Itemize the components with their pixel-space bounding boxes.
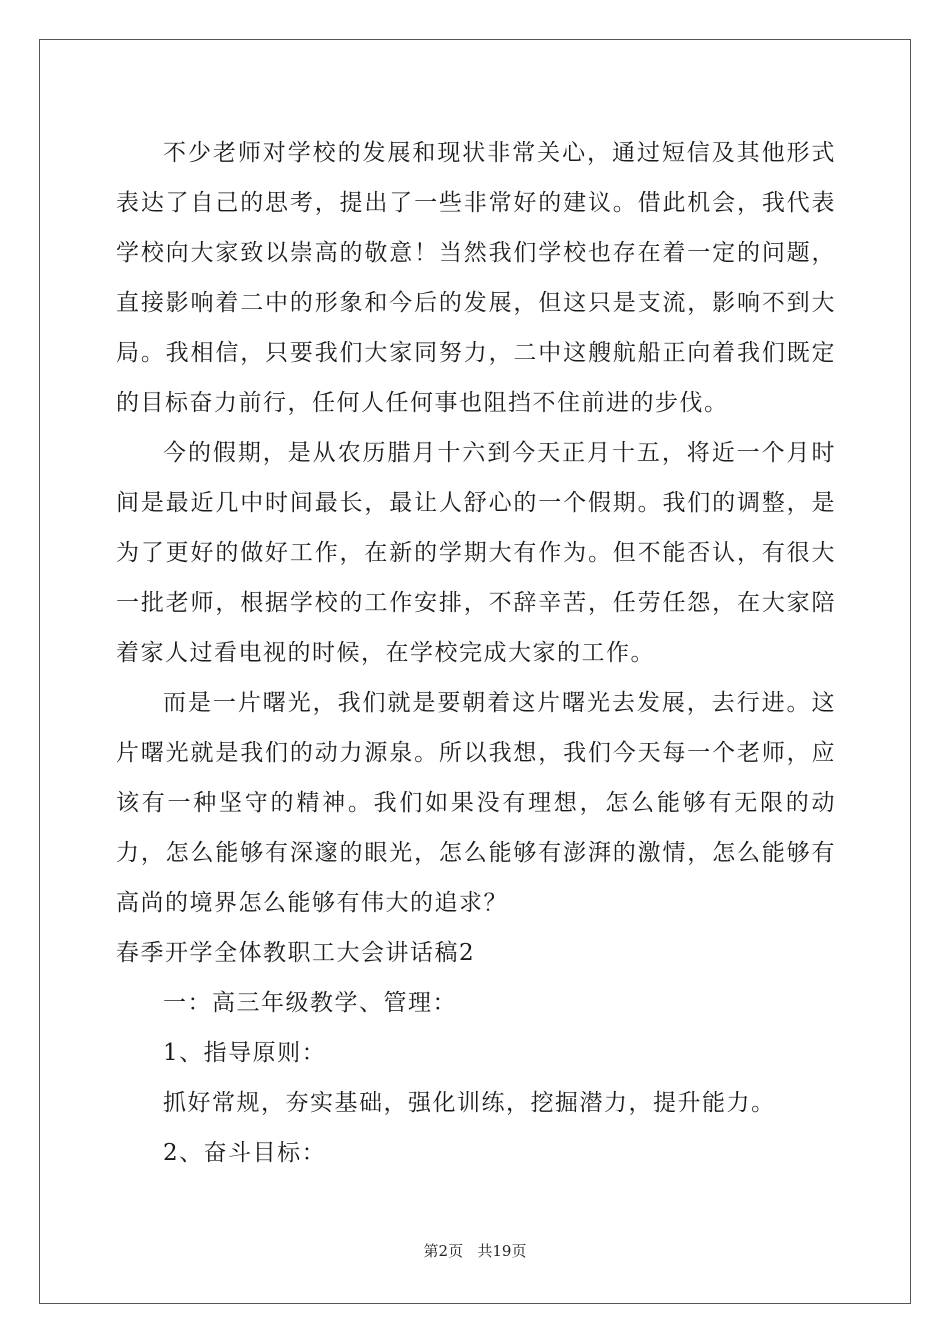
page-footer	[0, 1240, 950, 1261]
list-item-goals: 2、奋斗目标：	[163, 1140, 327, 1166]
section-title: 春季开学全体教职工大会讲话稿2	[116, 940, 476, 966]
paragraph-3: 而是一片曙光，我们就是要朝着这片曙光去发展，去行进。这片曙光就是我们的动力源泉。所以我想，我们今天每一个老师，应该有一种坚守的精神。我们如果没有理想，怎么能够有无限的动力，怎么能够有深邃的眼光，怎么能够有澎湃的激情，怎么能够有高尚的境界怎么能够有伟大的追求？	[116, 690, 836, 916]
document-body	[116, 128, 836, 1178]
page-number-label: 第2页 共19页	[423, 1242, 527, 1260]
list-item-principle-text: 抓好常规，夯实基础，强化训练，挖掘潜力，提升能力。	[163, 1090, 776, 1116]
paragraph-2: 今的假期，是从农历腊月十六到今天正月十五，将近一个月时间是最近几中时间最长，最让人舒心的一个假期。我们的调整，是为了更好的做好工作，在新的学期大有作为。但不能否认，有很大一批老师，根据学校的工作安排，不辞辛苦，任劳任怨，在大家陪着家人过看电视的时候，在学校完成大家的工作。	[116, 440, 836, 666]
paragraph-1: 不少老师对学校的发展和现状非常关心，通过短信及其他形式表达了自己的思考，提出了一些非常好的建议。借此机会，我代表学校向大家致以崇高的敬意！当然我们学校也存在着一定的问题，直接影响着二中的形象和今后的发展，但这只是支流，影响不到大局。我相信，只要我们大家同努力，二中这艘航船正向着我们既定的目标奋力前行，任何人任何事也阻挡不住前进的步伐。	[116, 140, 836, 416]
list-item-guiding-principle: 1、指导原则：	[163, 1040, 327, 1066]
list-item-grade-three: 一：高三年级教学、管理：	[163, 990, 457, 1016]
